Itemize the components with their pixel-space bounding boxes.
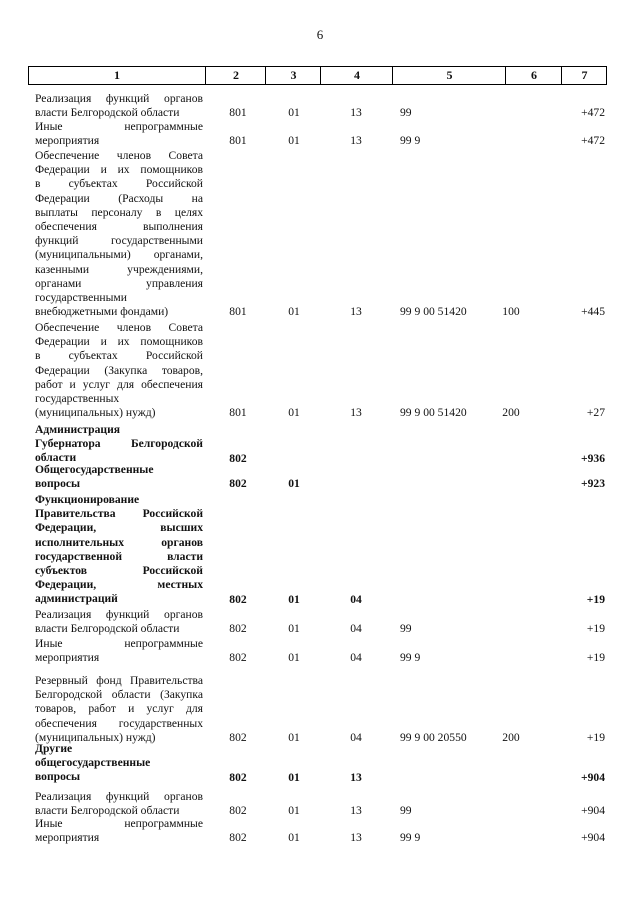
description-line: товаров, работ и услуг для xyxy=(35,702,203,716)
table-row xyxy=(0,790,640,818)
description-line: Иные непрограммные xyxy=(35,120,203,133)
cell-c2: 801 xyxy=(229,106,247,120)
description-line: (муниципальными) органами, xyxy=(35,248,203,262)
row-description xyxy=(35,493,203,607)
cell-c3: 01 xyxy=(288,134,300,148)
cell-c2: 801 xyxy=(229,305,247,319)
description-line: Федерации и их помощников xyxy=(35,335,203,349)
header-col-6: 6 xyxy=(505,67,562,84)
row-description xyxy=(35,817,203,845)
description-line: субъектов Российской xyxy=(35,564,203,578)
description-line: обеспечения выполнения xyxy=(35,220,203,234)
cell-c4: 13 xyxy=(350,406,362,420)
description-line: (муниципальных) нужд) xyxy=(35,730,156,744)
description-line: государственных xyxy=(35,392,120,406)
row-description xyxy=(35,790,203,818)
table-row xyxy=(0,321,640,420)
row-description xyxy=(35,742,203,785)
row-description xyxy=(35,463,203,491)
description-line: Общегосударственные xyxy=(35,463,154,476)
cell-c4: 13 xyxy=(350,106,362,120)
description-line: обеспечения государственных xyxy=(35,716,203,730)
description-line: вопросы xyxy=(35,770,81,784)
description-line: Федерации (Закупка товаров, xyxy=(35,363,203,377)
cell-c3: 01 xyxy=(288,804,300,818)
cell-c5: 99 9 00 51420 xyxy=(400,305,467,319)
cell-c7: +904 xyxy=(581,770,605,784)
cell-c3: 01 xyxy=(288,622,300,636)
description-line: администраций xyxy=(35,592,118,606)
cell-c7: +19 xyxy=(586,651,605,665)
description-line: Реализация функций органов xyxy=(35,608,203,621)
cell-c3: 01 xyxy=(288,106,300,120)
cell-c4: 13 xyxy=(350,770,362,784)
table-row xyxy=(0,637,640,665)
description-line: Федерации (Расходы на xyxy=(35,191,203,205)
cell-c7: +904 xyxy=(581,804,605,818)
table-header xyxy=(28,66,607,85)
cell-c2: 802 xyxy=(229,651,247,665)
description-line: внебюджетными фондами) xyxy=(35,305,169,319)
cell-c6: 100 xyxy=(502,305,520,319)
cell-c7: +923 xyxy=(581,477,605,491)
description-line: Федерации и их помощников xyxy=(35,163,203,177)
description-line: государственными xyxy=(35,291,127,305)
cell-c7: +27 xyxy=(586,406,605,420)
cell-c5: 99 xyxy=(400,106,412,120)
description-line: выплаты персоналу в целях xyxy=(35,205,203,219)
description-line: Иные непрограммные xyxy=(35,637,203,650)
cell-c5: 99 9 00 51420 xyxy=(400,406,467,420)
description-line: власти Белгородской области xyxy=(35,804,180,818)
row-description xyxy=(35,674,203,745)
description-line: мероприятия xyxy=(35,134,100,148)
cell-c5: 99 9 xyxy=(400,831,421,845)
table-row xyxy=(0,463,640,491)
table-row xyxy=(0,92,640,120)
cell-c2: 802 xyxy=(229,622,247,636)
description-line: Функционирование xyxy=(35,493,140,506)
cell-c7: +19 xyxy=(586,592,605,606)
header-col-3: 3 xyxy=(265,67,321,84)
table-row xyxy=(0,674,640,745)
table-row xyxy=(0,608,640,636)
table-row xyxy=(0,493,640,607)
cell-c4: 04 xyxy=(350,622,362,636)
cell-c3: 01 xyxy=(288,831,300,845)
cell-c7: +472 xyxy=(581,106,605,120)
cell-c3: 01 xyxy=(288,651,300,665)
description-line: мероприятия xyxy=(35,831,100,845)
row-description xyxy=(35,149,203,319)
cell-c2: 802 xyxy=(229,804,247,818)
description-line: Правительства Российской xyxy=(35,507,203,521)
row-description xyxy=(35,423,203,466)
description-line: Федерации, местных xyxy=(35,578,203,592)
description-line: Администрация xyxy=(35,423,121,436)
description-line: Белгородской области (Закупка xyxy=(35,688,203,702)
description-line: вопросы xyxy=(35,477,81,491)
cell-c7: +936 xyxy=(581,451,605,465)
cell-c3: 01 xyxy=(288,731,300,744)
description-line: Реализация функций органов xyxy=(35,92,203,105)
cell-c2: 802 xyxy=(229,477,247,491)
row-description xyxy=(35,92,203,120)
header-col-1: 1 xyxy=(114,68,120,82)
cell-c5: 99 9 xyxy=(400,651,421,665)
cell-c3: 01 xyxy=(288,592,300,606)
description-line: функций государственными xyxy=(35,234,203,248)
row-description xyxy=(35,120,203,148)
table-row xyxy=(0,423,640,466)
description-line: Иные непрограммные xyxy=(35,817,203,830)
description-line: мероприятия xyxy=(35,651,100,665)
header-col-5: 5 xyxy=(392,67,506,84)
cell-c2: 801 xyxy=(229,406,247,420)
description-line: общегосударственные xyxy=(35,756,151,770)
cell-c4: 04 xyxy=(350,651,362,665)
cell-c2: 802 xyxy=(229,770,247,784)
header-col-4: 4 xyxy=(320,67,393,84)
description-line: работ и услуг для обеспечения xyxy=(35,377,203,391)
description-line: органами управления xyxy=(35,276,203,290)
description-line: Реализация функций органов xyxy=(35,790,203,803)
description-line: власти Белгородской области xyxy=(35,622,180,636)
cell-c7: +472 xyxy=(581,134,605,148)
cell-c5: 99 xyxy=(400,804,412,818)
description-line: исполнительных органов xyxy=(35,535,203,549)
cell-c3: 01 xyxy=(288,406,300,420)
description-line: казенными учреждениями, xyxy=(35,262,203,276)
description-line: Губернатора Белгородской xyxy=(35,437,203,451)
description-line: в субъектах Российской xyxy=(35,177,203,191)
cell-c5: 99 xyxy=(400,622,412,636)
cell-c4: 13 xyxy=(350,804,362,818)
description-line: в субъектах Российской xyxy=(35,349,203,363)
cell-c4: 13 xyxy=(350,831,362,845)
header-col-7: 7 xyxy=(561,67,607,84)
cell-c5: 99 9 00 20550 xyxy=(400,731,467,744)
description-line: Федерации, высших xyxy=(35,521,203,535)
row-description xyxy=(35,637,203,665)
description-line: государственной власти xyxy=(35,549,203,563)
table-row xyxy=(0,120,640,148)
description-line: Резервный фонд Правительства xyxy=(35,674,203,687)
cell-c3: 01 xyxy=(288,305,300,319)
cell-c7: +445 xyxy=(581,305,605,319)
cell-c2: 802 xyxy=(229,731,247,744)
cell-c3: 01 xyxy=(288,770,300,784)
header-col-2: 2 xyxy=(205,67,266,84)
page-number: 6 xyxy=(316,27,324,42)
table-row xyxy=(0,742,640,785)
cell-c7: +19 xyxy=(586,622,605,636)
cell-c4: 13 xyxy=(350,305,362,319)
cell-c2: 802 xyxy=(229,831,247,845)
cell-c4: 04 xyxy=(350,592,362,606)
cell-c5: 99 9 xyxy=(400,134,421,148)
cell-c2: 802 xyxy=(229,451,247,465)
description-line: Обеспечение членов Совета xyxy=(35,321,203,334)
cell-c4: 04 xyxy=(350,731,362,744)
cell-c6: 200 xyxy=(502,731,520,744)
cell-c2: 802 xyxy=(229,592,247,606)
description-line: Обеспечение членов Совета xyxy=(35,149,203,162)
row-description xyxy=(35,321,203,420)
cell-c2: 801 xyxy=(229,134,247,148)
description-line: Другие xyxy=(35,742,73,755)
description-line: области xyxy=(35,451,77,465)
table-row xyxy=(0,149,640,319)
cell-c7: +904 xyxy=(581,831,605,845)
cell-c4: 13 xyxy=(350,134,362,148)
description-line: власти Белгородской области xyxy=(35,106,180,120)
cell-c3: 01 xyxy=(288,477,300,491)
table-row xyxy=(0,817,640,845)
description-line: (муниципальных) нужд) xyxy=(35,406,156,420)
cell-c7: +19 xyxy=(586,731,605,744)
row-description xyxy=(35,608,203,636)
cell-c6: 200 xyxy=(502,406,520,420)
